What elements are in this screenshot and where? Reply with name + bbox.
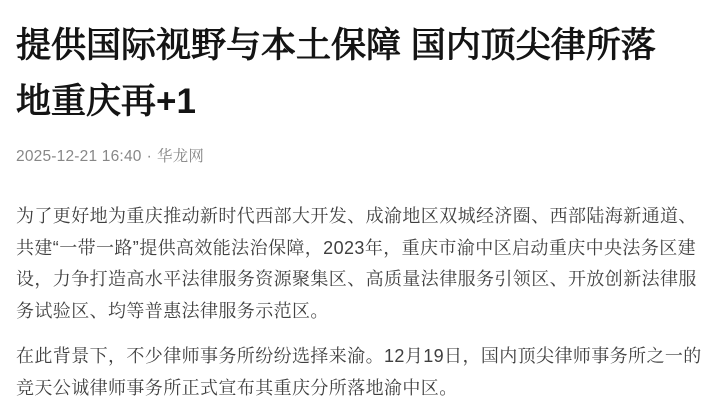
article-meta [16, 147, 707, 167]
meta-separator: · [146, 148, 152, 165]
publish-datetime: 2025-12-21 16:40 [16, 148, 142, 165]
source-name: 华龙网 [156, 148, 205, 165]
article-paragraph-1: 为了更好地为重庆推动新时代西部大开发、成渝地区双城经济圈、西部陆海新通道、共建“一带一路”提供高效能法治保障，2023年，重庆市渝中区启动重庆中央法务区建设，力争打造高水平法律服务资源聚集区、高质量法律服务引领区、开放创新法律服务试验区、均等普惠法律服务示范区。 [16, 206, 697, 321]
article-title: 提供国际视野与本土保障 国内顶尖律所落地重庆再+1 [16, 26, 656, 121]
article-body [16, 201, 707, 404]
article-paragraph-2: 在此背景下，不少律师事务所纷纷选择来渝。12月19日，国内顶尖律师事务所之一的竞天公诚律师事务所正式宣布其重庆分所落地渝中区。 [16, 346, 702, 398]
